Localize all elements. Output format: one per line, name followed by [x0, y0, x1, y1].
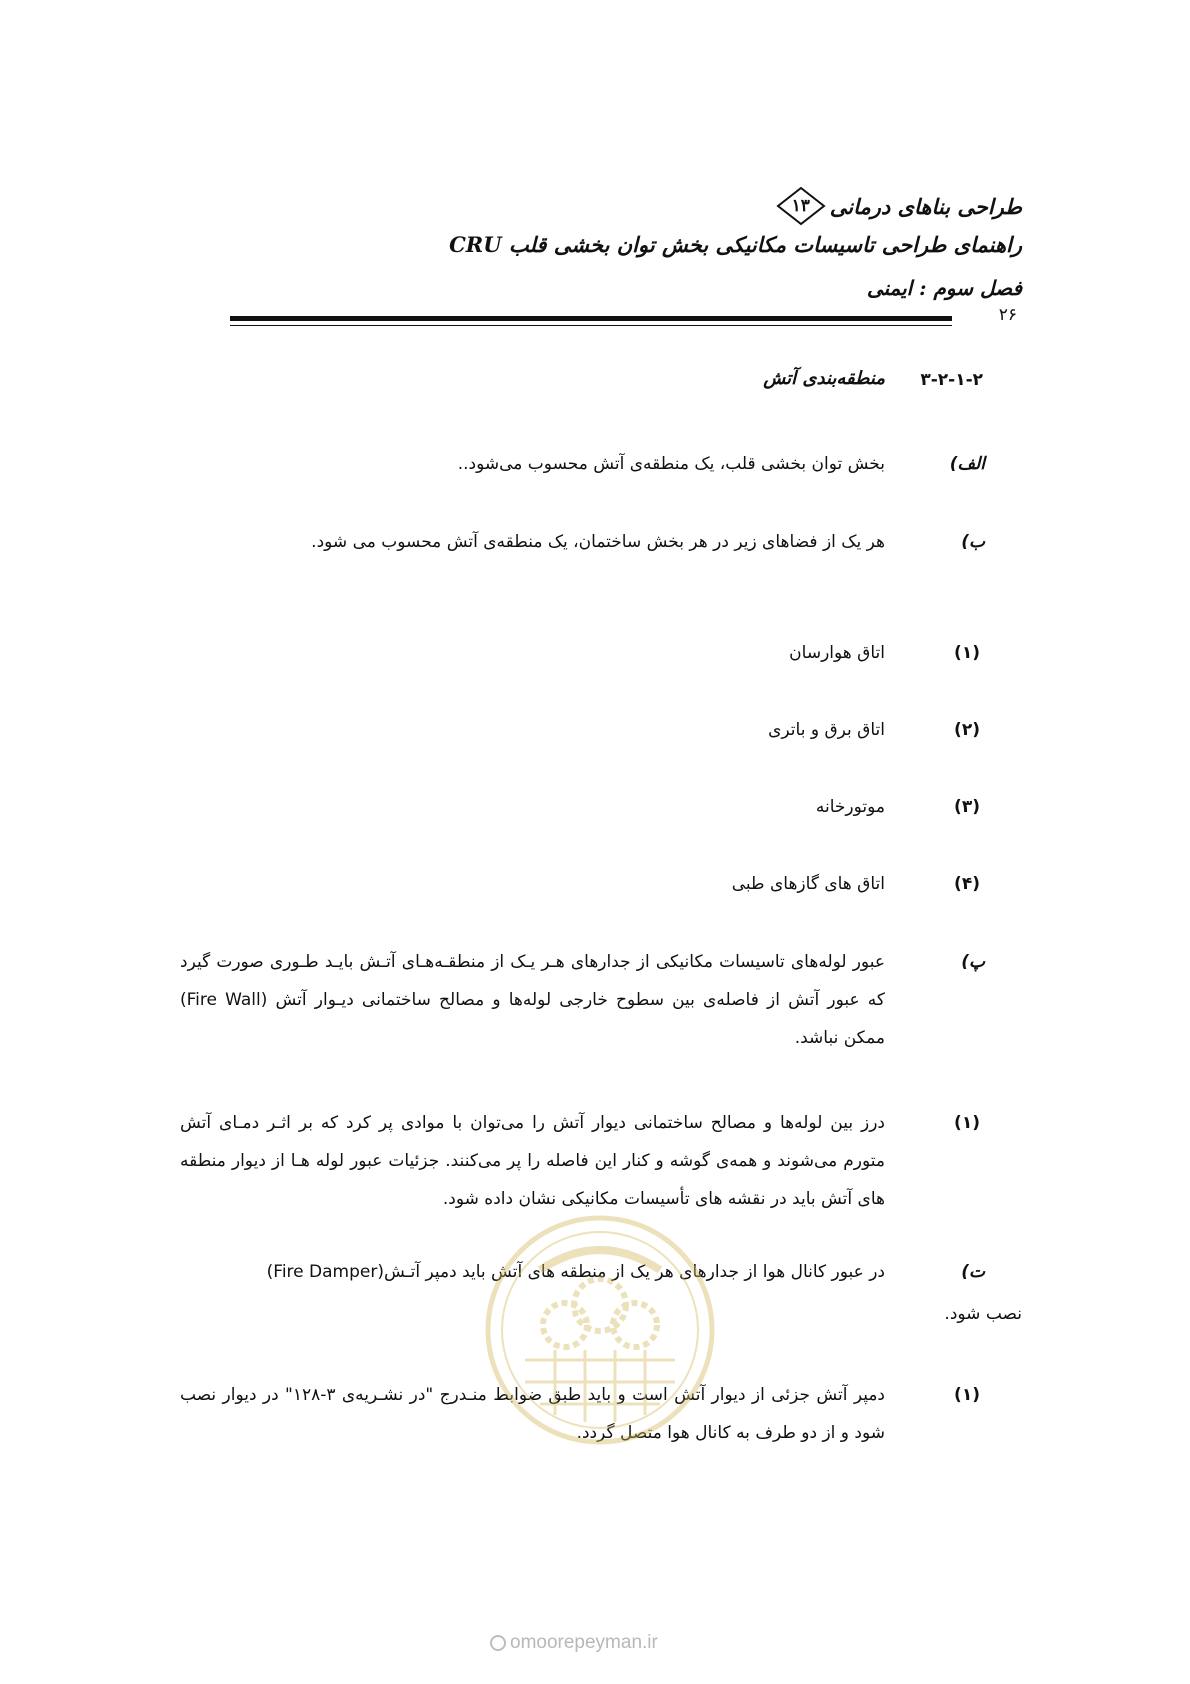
header-rule-thin	[230, 325, 952, 326]
list-item-text: اتاق برق و باتری	[768, 720, 885, 740]
sub-item-number: (۱)	[954, 1113, 980, 1133]
page-number: ۲۶	[998, 305, 1017, 325]
item-text-be: هر یک از فضاهای زیر در هر بخش ساختمان، یک منطقه‌ی آتش محسوب می شود.	[311, 532, 885, 552]
document-title	[776, 186, 1022, 226]
list-item-number: (۱)	[954, 643, 980, 663]
document-subtitle: راهنمای طراحی تاسیسات مکانیکی بخش توان بخشی قلب CRU	[449, 232, 1022, 257]
sub-item-text: درز بین لوله‌ها و مصالح ساختمانی دیوار آتش را می‌توان با موادی پر کرد که بر اثـر دمـای آتش متورم می‌شوند و همه‌ی گوشه و کنار این فاصله را پر می‌کنند. جزئیات عبور لوله هـا از دیوار منطقه های آتش باید در نقشه های تأسیسات مکانیکی نشان داده شود.	[180, 1113, 885, 1209]
list-item-text: موتورخانه	[815, 797, 885, 817]
list-item-number: (۲)	[954, 720, 980, 740]
watermark-text: omoorepeyman.ir	[510, 1632, 658, 1653]
list-item-text: اتاق هوارسان	[789, 643, 885, 663]
sub-item-text: دمپر آتش جزئی از دیوار آتش است و باید طبق ضوابط منـدرج "در نشـریه‌ی ۳-۱۲۸" در دیوار نصب شود و از دو طرف به کانال هوا متصل گردد.	[180, 1385, 886, 1443]
section-number: ۳-۲-۱-۲	[920, 370, 983, 390]
item-marker-be: ب)	[961, 532, 985, 552]
section-title: منطقه‌بندی آتش	[763, 368, 885, 389]
item-text-pe: عبور لوله‌های تاسیسات مکانیکی از جدارهای هـر یـک از منطقـه‌هـای آتـش بایـد طـوری صورت گیرد که عبور آتش از فاصله‌ی بین سطوح خارجی لوله‌ها و مصالح ساختمانی دیـوار آتش (Fire Wall) ممکن نباشد.	[180, 952, 885, 1048]
item-text-te: در عبور کانال هوا از جدارهای هر یک از منطقه های آتش باید دمپر آتـش(Fire Damper)	[266, 1262, 885, 1282]
item-text-te-continuation: نصب شود.	[944, 1304, 1022, 1324]
chapter-badge	[776, 186, 826, 226]
badge-number: ۱۳	[791, 196, 810, 216]
list-item-number: (۳)	[954, 797, 980, 817]
title-text: طراحی بناهای درمانی	[829, 193, 1022, 219]
item-marker-pe: پ)	[961, 952, 985, 972]
item-marker-alef: الف)	[949, 454, 985, 474]
list-item-number: (۴)	[954, 874, 980, 894]
item-marker-te: ت)	[961, 1262, 985, 1282]
chapter-title: فصل سوم : ایمنی	[866, 276, 1022, 300]
instagram-icon	[490, 1635, 506, 1651]
header-rule-thick	[230, 316, 952, 321]
watermark	[490, 1632, 658, 1654]
sub-item-number: (۱)	[954, 1385, 980, 1405]
seal-stamp	[480, 1210, 720, 1450]
item-text-alef: بخش توان بخشی قلب، یک منطقه‌ی آتش محسوب می‌شود..	[457, 454, 885, 474]
list-item-text: اتاق های گازهای طبی	[731, 874, 885, 894]
